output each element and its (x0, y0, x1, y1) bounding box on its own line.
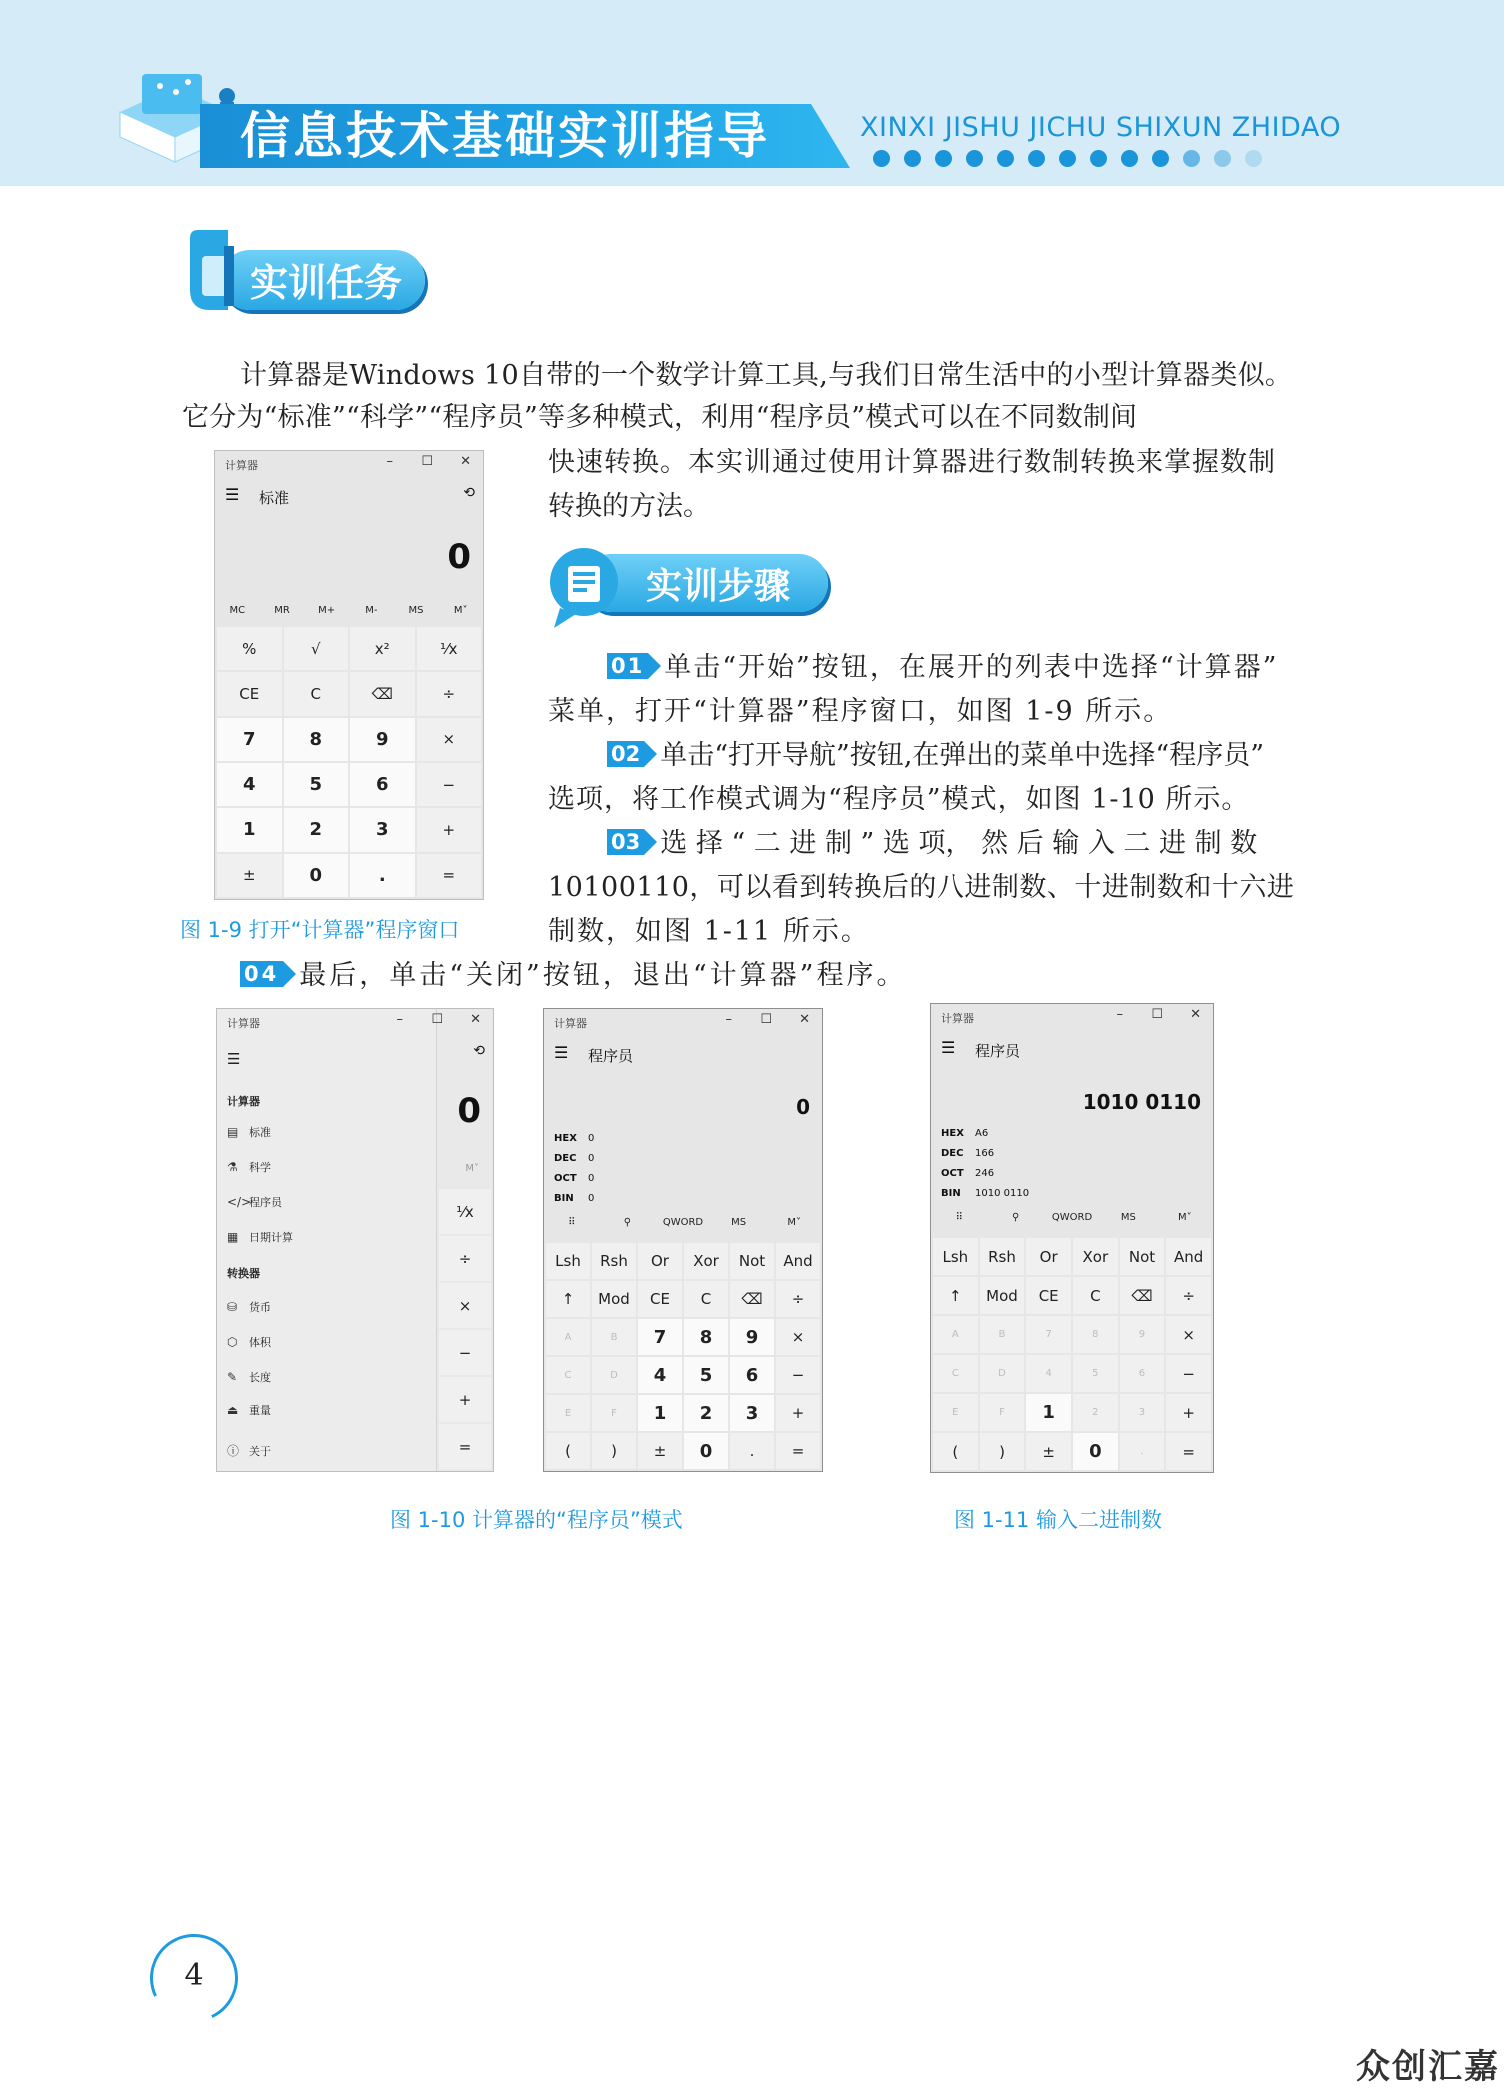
calculator-nav-menu-window (216, 1008, 494, 1472)
toolbar-button-3[interactable]: MS (731, 1217, 747, 1228)
calc-key[interactable]: 4 (217, 763, 282, 806)
calc-key[interactable]: = (776, 1433, 820, 1469)
calc-key[interactable]: 2 (284, 808, 349, 851)
nav-item-currency[interactable]: ⛁ 货币 (227, 1297, 271, 1317)
nav-menu-icon[interactable]: ☰ (941, 1038, 956, 1057)
nav-item-date[interactable]: ▦ 日期计算 (227, 1227, 293, 1247)
nav-item-programmer[interactable]: </>程序员 (227, 1192, 282, 1212)
step-number: 01 (607, 653, 648, 679)
step-number: 02 (607, 741, 644, 767)
calc-key[interactable]: 7 (638, 1319, 682, 1355)
calc-key[interactable]: 7 (217, 718, 282, 761)
calc-key[interactable]: ÷ (417, 672, 482, 715)
nav-item-scientific[interactable]: ⚗ 科学 (227, 1157, 271, 1177)
calc-key[interactable]: Or (1026, 1238, 1071, 1275)
intro-line-3: 快速转换。本实训通过使用计算器进行数制转换来掌握数制 (548, 447, 1276, 478)
minimize-button[interactable]: – (1116, 1007, 1123, 1022)
nav-section-converter: 转换器 (227, 1267, 260, 1280)
calc-key[interactable]: + (776, 1395, 820, 1431)
calc-key[interactable]: × (417, 718, 482, 761)
window-title: 计算器 (941, 1012, 974, 1025)
radix-hex[interactable]: HEX A6 (941, 1128, 989, 1139)
nav-item-about[interactable]: ⓘ 关于 (227, 1441, 271, 1461)
calc-key[interactable]: = (1166, 1433, 1211, 1470)
calc-key[interactable]: ) (592, 1433, 636, 1469)
code-icon: </> (227, 1195, 252, 1209)
calc-key[interactable]: − (417, 763, 482, 806)
calc-key[interactable]: ± (1026, 1433, 1071, 1470)
calc-key[interactable]: 6 (1120, 1355, 1165, 1392)
calc-key[interactable]: 6 (730, 1357, 774, 1393)
close-button[interactable]: ✕ (1190, 1007, 1201, 1022)
section-title-steps: 实训步骤 (646, 566, 791, 607)
calc-key[interactable]: 9 (350, 718, 415, 761)
figure-caption-1-11: 图 1-11 输入二进制数 (954, 1508, 1163, 1532)
calc-key[interactable]: C (933, 1355, 978, 1392)
cube-icon: ⬡ (227, 1335, 238, 1349)
calculator-icon: ▤ (227, 1125, 239, 1139)
calc-key[interactable]: ⌫ (350, 672, 415, 715)
step-03-line-1 (607, 822, 1257, 866)
calc-key[interactable]: 7 (1026, 1316, 1071, 1353)
calc-key[interactable]: ± (638, 1433, 682, 1469)
memory-button-0[interactable]: MC (229, 605, 246, 616)
calculator-programmer-binary-window (930, 1003, 1214, 1473)
section-badge-task (180, 222, 430, 318)
calc-key[interactable]: 4 (1026, 1355, 1071, 1392)
calc-key[interactable]: And (776, 1243, 820, 1279)
calc-key[interactable]: C (684, 1281, 728, 1317)
programmer-toolbar (931, 1212, 1213, 1223)
title-bar (931, 1004, 1213, 1026)
calc-key[interactable]: B (980, 1316, 1025, 1353)
close-button[interactable]: ✕ (799, 1012, 810, 1027)
step-text: 单击“打开导航”按钮,在弹出的菜单中选择“程序员” (660, 740, 1265, 771)
calc-key[interactable]: × (776, 1319, 820, 1355)
calc-key[interactable]: C (546, 1357, 590, 1393)
calc-key[interactable]: 0 (684, 1433, 728, 1469)
memory-button-5[interactable]: M˅ (453, 605, 468, 616)
weight-icon: ⏏ (227, 1403, 239, 1417)
intro-line-4: 转换的方法。 (548, 491, 710, 522)
calc-key[interactable]: ( (933, 1433, 978, 1470)
intro-line-1: 计算器是Windows 10自带的一个数学计算工具,与我们日常生活中的小型计算器类似。 (240, 360, 1293, 391)
calc-key[interactable]: ± (217, 854, 282, 897)
calc-key[interactable]: C (284, 672, 349, 715)
title-bar (215, 451, 483, 473)
mode-title: 标准 (259, 489, 290, 507)
toolbar-button-2[interactable]: QWORD (662, 1217, 704, 1228)
calc-key[interactable]: 5 (284, 763, 349, 806)
calc-key[interactable]: 2 (1073, 1394, 1118, 1431)
calculator-standard-window (214, 450, 484, 900)
calc-key[interactable]: × (1166, 1316, 1211, 1353)
calc-key[interactable]: 0 (284, 854, 349, 897)
toolbar-button-0[interactable]: ⠿ (955, 1212, 963, 1223)
navigation-pane (217, 1009, 437, 1471)
display-value: 0 (447, 537, 471, 577)
calc-key[interactable]: + (417, 808, 482, 851)
calc-key[interactable]: Rsh (592, 1243, 636, 1279)
calc-key[interactable]: And (1166, 1238, 1211, 1275)
calc-key[interactable]: ÷ (439, 1236, 491, 1281)
calc-key[interactable]: 3 (730, 1395, 774, 1431)
window-title: 计算器 (225, 459, 258, 472)
step-04-line-1 (240, 954, 906, 998)
calculator-programmer-window (543, 1008, 823, 1472)
calc-key[interactable]: ⌫ (1120, 1277, 1165, 1314)
calc-key[interactable]: C (1073, 1277, 1118, 1314)
close-button[interactable]: ✕ (460, 454, 471, 469)
calc-key[interactable]: 8 (1073, 1316, 1118, 1353)
close-button[interactable]: ✕ (470, 1012, 481, 1027)
nav-menu-icon[interactable]: ☰ (225, 485, 240, 504)
calc-key[interactable]: 0 (1073, 1433, 1118, 1470)
toolbar-button-1[interactable]: ⚲ (1011, 1212, 1020, 1223)
window-title: 计算器 (554, 1017, 587, 1030)
info-icon: ⓘ (227, 1444, 240, 1458)
calc-key[interactable]: A (933, 1316, 978, 1353)
calc-key[interactable]: 6 (350, 763, 415, 806)
toolbar-button-1[interactable]: ⚲ (623, 1217, 632, 1228)
calc-key[interactable]: Lsh (546, 1243, 590, 1279)
display-value: 0 (457, 1091, 481, 1131)
nav-item-standard[interactable]: ▤ 标准 (227, 1122, 271, 1142)
task-badge-icon (180, 222, 260, 318)
radix-list (554, 1129, 594, 1209)
window-title: 计算器 (227, 1017, 260, 1030)
calc-key[interactable]: 4 (638, 1357, 682, 1393)
coins-icon: ⛁ (227, 1300, 238, 1314)
calc-key[interactable]: E (933, 1394, 978, 1431)
calc-key[interactable]: Not (1120, 1238, 1165, 1275)
calc-key[interactable]: − (439, 1330, 491, 1375)
calc-key[interactable]: Lsh (933, 1238, 978, 1275)
calc-key[interactable]: ↑ (546, 1281, 590, 1317)
calc-key[interactable]: . (350, 854, 415, 897)
keypad (546, 1243, 820, 1469)
memory-button-1[interactable]: MR (274, 605, 290, 616)
calc-key[interactable]: ( (546, 1433, 590, 1469)
radix-oct[interactable]: OCT 0 (554, 1173, 595, 1184)
maximize-button[interactable]: ☐ (1151, 1007, 1163, 1022)
calc-key[interactable]: 1 (638, 1395, 682, 1431)
radix-list (941, 1124, 1029, 1204)
step-02-line-2: 选项，将工作模式调为“程序员”模式，如图 1-10 所示。 (548, 784, 1250, 815)
calc-key[interactable]: D (592, 1357, 636, 1393)
calc-key[interactable]: CE (1026, 1277, 1071, 1314)
calc-key[interactable]: Xor (1073, 1238, 1118, 1275)
calc-key[interactable]: Or (638, 1243, 682, 1279)
history-icon[interactable]: ⟲ (473, 1043, 485, 1059)
calc-key[interactable]: x² (350, 627, 415, 670)
calc-key[interactable]: CE (638, 1281, 682, 1317)
calc-key[interactable]: 8 (284, 718, 349, 761)
steps-badge-icon (546, 542, 626, 632)
nav-menu-icon[interactable]: ☰ (227, 1050, 241, 1068)
step-01-line-1 (607, 646, 1278, 690)
calc-key[interactable]: Mod (592, 1281, 636, 1317)
calc-key[interactable]: 5 (1073, 1355, 1118, 1392)
minimize-button[interactable]: – (725, 1012, 732, 1027)
minimize-button[interactable]: – (386, 454, 393, 469)
keypad-partial (439, 1189, 491, 1469)
display-value: 0 (796, 1095, 810, 1119)
calc-key[interactable]: . (730, 1433, 774, 1469)
section-badge-steps (546, 542, 836, 632)
page-number: 4 (184, 1958, 204, 1993)
step-03-line-3: 制数，如图 1-11 所示。 (548, 916, 870, 947)
calc-key[interactable]: A (546, 1319, 590, 1355)
nav-menu-icon[interactable]: ☰ (554, 1043, 569, 1062)
radix-oct[interactable]: OCT 246 (941, 1168, 995, 1179)
calc-key[interactable]: √ (284, 627, 349, 670)
book-title-pinyin: XINXI JISHU JICHU SHIXUN ZHIDAO (860, 112, 1342, 143)
programmer-toolbar (544, 1217, 822, 1228)
toolbar-button-2[interactable]: QWORD (1051, 1212, 1093, 1223)
minimize-button[interactable]: – (396, 1012, 403, 1027)
calendar-icon: ▦ (227, 1230, 239, 1244)
calc-key[interactable]: . (1120, 1433, 1165, 1470)
calc-key[interactable]: D (980, 1355, 1025, 1392)
maximize-button[interactable]: ☐ (760, 1012, 772, 1027)
memory-button-2[interactable]: M+ (318, 605, 336, 616)
header-dots (873, 150, 1262, 167)
section-title-task: 实训任务 (250, 261, 403, 305)
book-title: 信息技术基础实训指导 (240, 107, 770, 165)
step-number: 03 (607, 829, 644, 855)
maximize-button[interactable]: ☐ (431, 1012, 443, 1027)
step-text: 选 择 “ 二 进 制 ” 选 项， 然 后 输 入 二 进 制 数 (660, 828, 1258, 859)
radix-dec[interactable]: DEC 166 (941, 1148, 995, 1159)
calc-key[interactable]: ÷ (776, 1281, 820, 1317)
calc-key[interactable]: E (546, 1395, 590, 1431)
step-01-line-2: 菜单，打开“计算器”程序窗口，如图 1-9 所示。 (548, 696, 1173, 727)
mode-title: 程序员 (588, 1047, 634, 1065)
calc-key[interactable]: ) (980, 1433, 1025, 1470)
step-02-line-1 (607, 734, 1264, 778)
title-bar (217, 1009, 494, 1031)
step-03-line-2: 10100110，可以看到转换后的八进制数、十进制数和十六进 (548, 872, 1295, 903)
calc-key[interactable]: 3 (350, 808, 415, 851)
calc-key[interactable]: Mod (980, 1277, 1025, 1314)
calc-key[interactable]: ⌫ (730, 1281, 774, 1317)
flask-icon: ⚗ (227, 1160, 238, 1174)
calc-key[interactable]: Xor (684, 1243, 728, 1279)
calc-key[interactable]: − (776, 1357, 820, 1393)
keypad (217, 627, 481, 897)
calc-key[interactable]: ↑ (933, 1277, 978, 1314)
calc-key[interactable]: 9 (730, 1319, 774, 1355)
calc-key[interactable]: 1 (1026, 1394, 1071, 1431)
calc-key[interactable]: ⅟x (439, 1189, 491, 1234)
calc-key[interactable]: 8 (684, 1319, 728, 1355)
mode-title: 程序员 (975, 1042, 1021, 1060)
calc-key[interactable]: Not (730, 1243, 774, 1279)
calc-key[interactable]: = (439, 1424, 491, 1469)
nav-section-calculator: 计算器 (227, 1095, 260, 1108)
calc-key[interactable]: + (1166, 1394, 1211, 1431)
title-bar (544, 1009, 822, 1031)
memory-list-button[interactable]: M˅ (465, 1163, 479, 1174)
calc-key[interactable]: = (417, 854, 482, 897)
step-text: 单击“开始”按钮，在展开的列表中选择“计算器” (664, 652, 1279, 683)
radix-hex[interactable]: HEX 0 (554, 1133, 595, 1144)
calc-key[interactable]: % (217, 627, 282, 670)
calc-key[interactable]: F (592, 1395, 636, 1431)
toolbar-button-0[interactable]: ⠿ (568, 1217, 576, 1228)
nav-item-volume[interactable]: ⬡ 体积 (227, 1332, 271, 1352)
radix-bin[interactable]: BIN 0 (554, 1193, 595, 1204)
calc-key[interactable]: B (592, 1319, 636, 1355)
maximize-button[interactable]: ☐ (421, 454, 433, 469)
memory-button-4[interactable]: MS (408, 605, 424, 616)
nav-item-weight[interactable]: ⏏ 重量 (227, 1400, 271, 1420)
calc-key[interactable]: 3 (1120, 1394, 1165, 1431)
calc-key[interactable]: × (439, 1283, 491, 1328)
calc-key[interactable]: + (439, 1377, 491, 1422)
toolbar-button-4[interactable]: M˅ (787, 1217, 801, 1228)
calc-key[interactable]: ⅟x (417, 627, 482, 670)
intro-line-2: 它分为“标准”“科学”“程序员”等多种模式，利用“程序员”模式可以在不同数制间 (182, 402, 1138, 433)
radix-bin[interactable]: BIN 1010 0110 (941, 1188, 1030, 1199)
calc-key[interactable]: F (980, 1394, 1025, 1431)
step-number: 04 (240, 961, 283, 987)
figure-caption-1-10: 图 1-10 计算器的“程序员”模式 (390, 1508, 683, 1532)
toolbar-button-3[interactable]: MS (1120, 1212, 1136, 1223)
step-text: 最后，单击“关闭”按钮，退出“计算器”程序。 (299, 960, 907, 991)
calc-key[interactable]: CE (217, 672, 282, 715)
ruler-icon: ✎ (227, 1370, 238, 1384)
calc-key[interactable]: Rsh (980, 1238, 1025, 1275)
history-icon[interactable]: ⟲ (463, 485, 475, 501)
nav-item-length[interactable]: ✎ 长度 (227, 1367, 271, 1387)
keypad (933, 1238, 1211, 1470)
toolbar-button-4[interactable]: M˅ (1178, 1212, 1192, 1223)
page-header (0, 0, 1504, 186)
calc-key[interactable]: ÷ (1166, 1277, 1211, 1314)
watermark: 众创汇嘉 (1356, 2047, 1500, 2087)
calc-key[interactable]: 2 (684, 1395, 728, 1431)
display-value: 1010 0110 (1082, 1090, 1201, 1114)
calc-key[interactable]: 5 (684, 1357, 728, 1393)
calc-key[interactable]: 1 (217, 808, 282, 851)
radix-dec[interactable]: DEC 0 (554, 1153, 595, 1164)
memory-button-3[interactable]: M- (365, 605, 378, 616)
calc-key[interactable]: 9 (1120, 1316, 1165, 1353)
figure-caption-1-9: 图 1-9 打开“计算器”程序窗口 (180, 918, 460, 942)
calc-key[interactable]: − (1166, 1355, 1211, 1392)
memory-row (215, 605, 483, 616)
